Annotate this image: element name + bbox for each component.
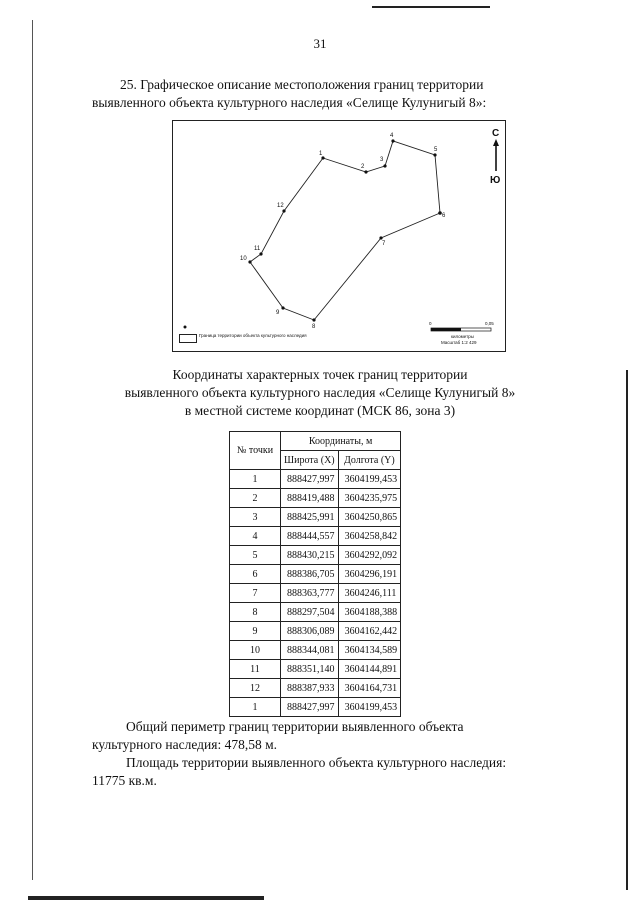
point-label-12: 12 (277, 203, 284, 209)
cell-x: 888425,991 (281, 508, 339, 527)
scan-edge-right (626, 370, 628, 890)
cell-point: 9 (230, 622, 281, 641)
cell-y: 3604292,092 (338, 546, 401, 565)
cell-x: 888427,997 (281, 698, 339, 717)
cell-point: 11 (230, 660, 281, 679)
cell-point: 7 (230, 584, 281, 603)
cell-y: 3604144,891 (338, 660, 401, 679)
table-header-row (230, 432, 401, 451)
point-marker-4 (391, 139, 394, 142)
cell-y: 3604164,731 (338, 679, 401, 698)
scale-unit: километры (451, 334, 474, 339)
header-y: Долгота (Y) (338, 451, 401, 470)
scan-edge-top (372, 6, 490, 8)
point-marker-10 (248, 260, 251, 263)
scan-edge-bottom (28, 896, 264, 900)
table-title-line-1: Координаты характерных точек границ территории (172, 367, 468, 382)
point-marker-9 (281, 306, 284, 309)
header-x: Широта (X) (281, 451, 339, 470)
coordinates-table (229, 431, 401, 717)
heading-line-1: 25. Графическое описание местоположения границ территории (120, 77, 484, 92)
cell-x: 888444,557 (281, 527, 339, 546)
table-row (230, 641, 401, 660)
point-marker-7 (379, 236, 382, 239)
point-label-7: 7 (382, 241, 386, 247)
cell-point: 12 (230, 679, 281, 698)
table-row (230, 546, 401, 565)
table-row (230, 470, 401, 489)
point-label-9: 9 (276, 310, 280, 316)
point-marker-2 (364, 170, 367, 173)
cell-point: 6 (230, 565, 281, 584)
south-label: Ю (490, 175, 501, 186)
table-row (230, 565, 401, 584)
point-label-6: 6 (442, 213, 446, 219)
point-label-8: 8 (312, 324, 316, 330)
cell-x: 888387,933 (281, 679, 339, 698)
cell-x: 888430,215 (281, 546, 339, 565)
header-coordinates: Координаты, м (281, 432, 401, 451)
scale-end: 0,05 (485, 321, 494, 326)
heading-line-2: выявленного объекта культурного наследия «Селище Кулунигый 8»: (92, 95, 487, 110)
cell-y: 3604235,975 (338, 489, 401, 508)
cell-y: 3604199,453 (338, 698, 401, 717)
table-row (230, 489, 401, 508)
cell-x: 888297,504 (281, 603, 339, 622)
legend-swatch (179, 334, 197, 343)
table-row (230, 622, 401, 641)
cell-y: 3604246,111 (338, 584, 401, 603)
table-row (230, 679, 401, 698)
table-row (230, 508, 401, 527)
table-row (230, 660, 401, 679)
header-point: № точки (230, 432, 281, 470)
cell-point: 3 (230, 508, 281, 527)
table-row (230, 603, 401, 622)
cell-y: 3604199,453 (338, 470, 401, 489)
point-label-11: 11 (254, 246, 261, 252)
cell-y: 3604162,442 (338, 622, 401, 641)
cell-point: 8 (230, 603, 281, 622)
cell-point: 1 (230, 470, 281, 489)
scale-start: 0 (429, 321, 432, 326)
point-label-5: 5 (434, 147, 438, 153)
point-marker-5 (433, 153, 436, 156)
cell-x: 888344,081 (281, 641, 339, 660)
cell-y: 3604258,842 (338, 527, 401, 546)
point-label-10: 10 (240, 256, 247, 262)
scan-edge-left (32, 20, 33, 880)
perimeter-line-2: культурного наследия: 478,58 м. (92, 737, 278, 752)
point-marker-3 (383, 164, 386, 167)
cell-x: 888427,997 (281, 470, 339, 489)
point-marker-12 (282, 209, 285, 212)
table-title-line-2: выявленного объекта культурного наследия «Селище Кулунигый 8» (124, 385, 516, 400)
area-line-1: Площадь территории выявленного объекта культурного наследия: (126, 755, 507, 770)
point-label-3: 3 (380, 157, 384, 163)
cell-y: 3604134,589 (338, 641, 401, 660)
cell-point: 5 (230, 546, 281, 565)
cell-x: 888351,140 (281, 660, 339, 679)
cell-y: 3604250,865 (338, 508, 401, 527)
legend-dot-icon (184, 326, 187, 329)
point-label-2: 2 (361, 164, 365, 170)
cell-y: 3604188,388 (338, 603, 401, 622)
legend-label: Граница территории объекта культурного наследия (199, 333, 307, 338)
table-row (230, 527, 401, 546)
cell-point: 1 (230, 698, 281, 717)
cell-x: 888386,705 (281, 565, 339, 584)
boundary-map (172, 120, 506, 352)
area-line-2: 11775 кв.м. (92, 773, 157, 788)
table-row (230, 584, 401, 603)
cell-x: 888306,089 (281, 622, 339, 641)
table-title-line-3: в местной системе координат (МСК 86, зона 3) (184, 403, 456, 418)
table-row (230, 698, 401, 717)
cell-y: 3604296,191 (338, 565, 401, 584)
scale-ratio: Масштаб 1:2 429 (441, 340, 477, 345)
cell-x: 888363,777 (281, 584, 339, 603)
boundary-polygon (250, 141, 440, 320)
north-label: С (492, 128, 500, 139)
cell-x: 888419,488 (281, 489, 339, 508)
point-label-1: 1 (319, 151, 323, 157)
perimeter-line-1: Общий периметр границ территории выявленного объекта (126, 719, 464, 734)
cell-point: 10 (230, 641, 281, 660)
boundary-plan (173, 121, 507, 353)
cell-point: 2 (230, 489, 281, 508)
point-label-4: 4 (390, 133, 394, 139)
cell-point: 4 (230, 527, 281, 546)
page-number: 31 (313, 36, 327, 51)
point-marker-8 (312, 318, 315, 321)
point-marker-11 (259, 252, 262, 255)
